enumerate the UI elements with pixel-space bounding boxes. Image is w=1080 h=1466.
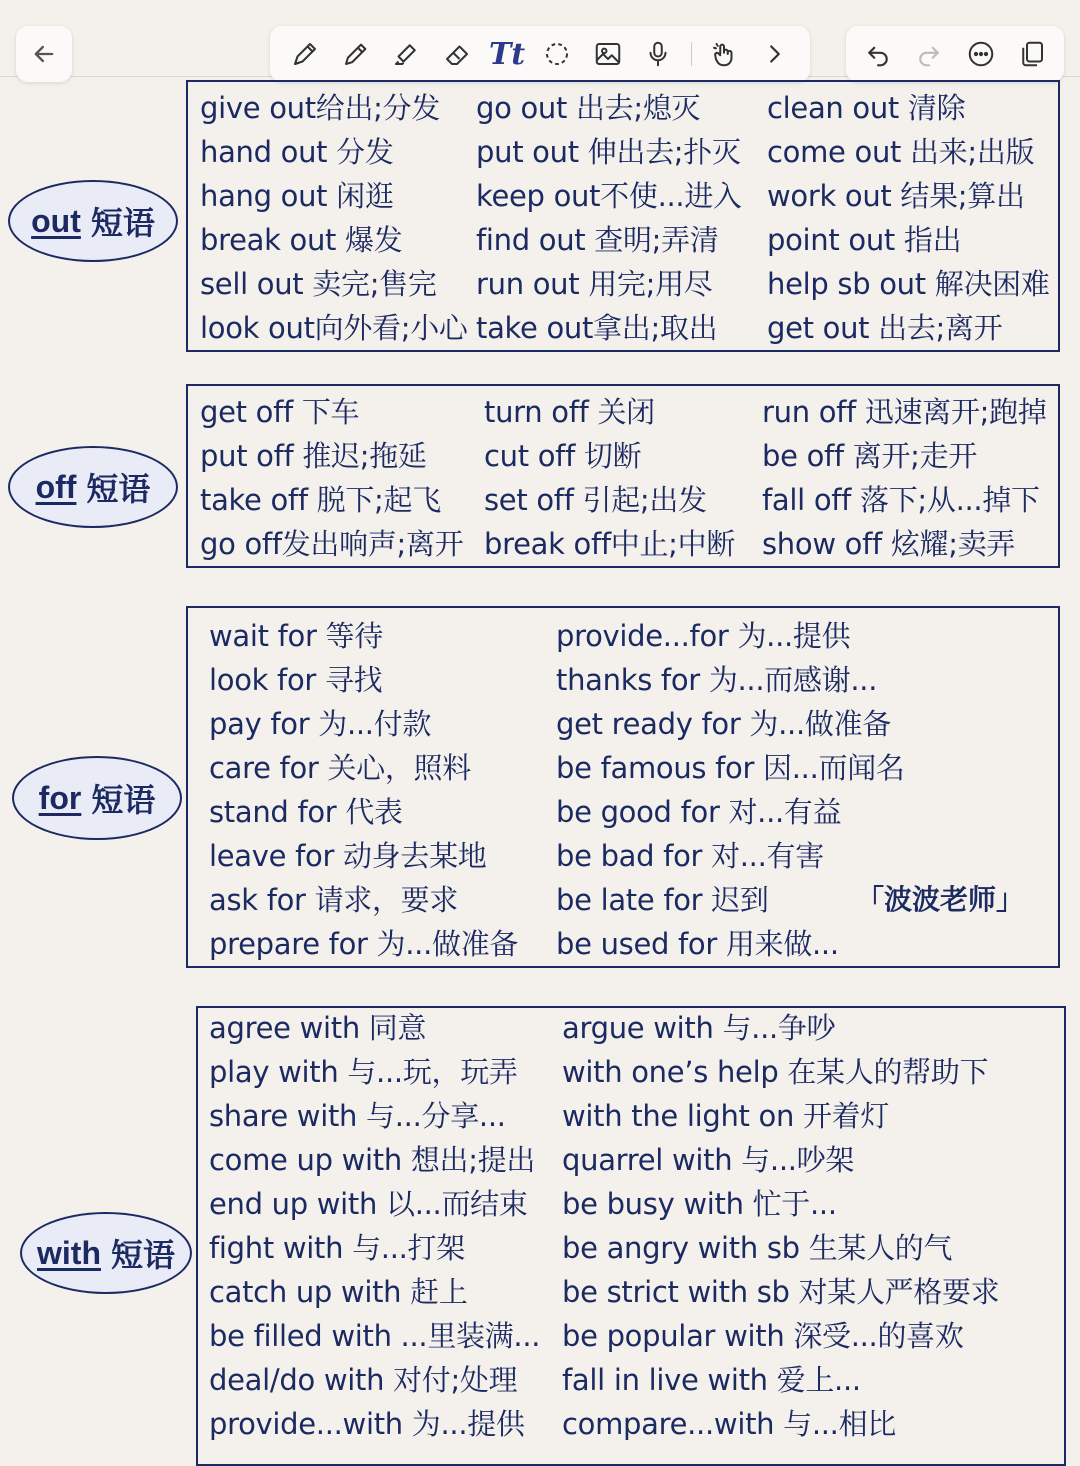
phrase-item: end up with 以...而结束 (209, 1187, 528, 1221)
phrase-item: be used for 用来做... (556, 927, 839, 961)
phrase-item: give out给出;分发 (200, 91, 441, 125)
phrase-item: be popular with 深受...的喜欢 (562, 1319, 964, 1353)
microphone-icon[interactable] (640, 36, 676, 72)
history-toolbar (846, 26, 1064, 82)
phrase-item: run out 用完;用尽 (476, 267, 713, 301)
phrase-item: be strict with sb 对某人严格要求 (562, 1275, 1000, 1309)
more-icon[interactable] (963, 36, 999, 72)
phrase-item: catch up with 赶上 (209, 1275, 468, 1309)
group-suffix: 短语 (90, 204, 155, 242)
phrase-item: come out 出来;出版 (767, 135, 1035, 169)
phrase-item: get off 下车 (200, 395, 360, 429)
phrase-item: be famous for 因...而闻名 (556, 751, 905, 785)
eraser-icon[interactable] (439, 36, 475, 72)
phrase-item: hang out 闲逛 (200, 179, 394, 213)
touch-icon[interactable] (706, 36, 742, 72)
phrase-item: get out 出去;离开 (767, 311, 1003, 345)
group-keyword: out (31, 202, 81, 239)
phrase-item: work out 结果;算出 (767, 179, 1025, 213)
phrase-item: fall in live with 爱上... (562, 1363, 861, 1397)
pen-icon[interactable] (287, 36, 323, 72)
phrase-item: take out拿出;取出 (476, 311, 718, 345)
drawing-toolbar (270, 26, 810, 82)
phrase-item: agree with 同意 (209, 1011, 427, 1045)
phrase-item: provide...with 为...提供 (209, 1407, 525, 1441)
toolbar-separator (691, 42, 692, 66)
phrase-item: put out 伸出去;扑灭 (476, 135, 741, 169)
phrase-item: share with 与...分享... (209, 1099, 506, 1133)
phrase-item: go off发出响声;离开 (200, 527, 464, 561)
phrase-item: break out 爆发 (200, 223, 403, 257)
image-icon[interactable] (590, 36, 626, 72)
pencil-icon[interactable] (338, 36, 374, 72)
phrase-item: look out向外看;小心 (200, 311, 468, 345)
phrase-item: keep out不使...进入 (476, 179, 742, 213)
phrase-item: stand for 代表 (209, 795, 403, 829)
back-button[interactable] (16, 26, 72, 82)
phrase-item: help sb out 解决困难 (767, 267, 1050, 301)
phrase-item: cut off 切断 (484, 439, 642, 473)
phrase-item: be good for 对...有益 (556, 795, 842, 829)
phrase-item: fight with 与...打架 (209, 1231, 465, 1265)
phrase-item: be off 离开;走开 (762, 439, 978, 473)
phrase-item: be late for 迟到 (556, 883, 769, 917)
phrase-item: be busy with 忙于... (562, 1187, 837, 1221)
phrase-item: prepare for 为...做准备 (209, 927, 519, 961)
phrase-item: find out 查明;弄清 (476, 223, 719, 257)
phrase-item: be filled with ...里装满... (209, 1319, 541, 1353)
phrase-item: deal/do with 对付;处理 (209, 1363, 518, 1397)
text-tool-glyph: Tt (488, 36, 526, 72)
pages-icon[interactable] (1014, 36, 1050, 72)
group-label-for (12, 756, 182, 840)
phrase-item: go out 出去;熄灭 (476, 91, 701, 125)
phrase-item: get ready for 为...做准备 (556, 707, 891, 741)
phrase-item: turn off 关闭 (484, 395, 655, 429)
phrase-item: ask for 请求，要求 (209, 883, 459, 917)
phrase-item: be angry with sb 生某人的气 (562, 1231, 953, 1265)
group-suffix: 短语 (86, 470, 151, 508)
group-label-out (8, 180, 178, 262)
phrase-item: care for 关心，照料 (209, 751, 471, 785)
phrase-item: hand out 分发 (200, 135, 394, 169)
redo-icon[interactable] (911, 36, 947, 72)
phrase-item: argue with 与...争吵 (562, 1011, 836, 1045)
phrase-item: wait for 等待 (209, 619, 383, 653)
group-keyword: off (35, 468, 77, 505)
phrase-item: come up with 想出;提出 (209, 1143, 536, 1177)
phrase-item: be bad for 对...有害 (556, 839, 824, 873)
phrase-item: pay for 为...付款 (209, 707, 432, 741)
phrase-item: play with 与...玩，玩弄 (209, 1055, 518, 1089)
phrase-item: put off 推迟;拖延 (200, 439, 427, 473)
phrase-item: quarrel with 与...吵架 (562, 1143, 855, 1177)
phrase-item: fall off 落下;从...掉下 (762, 483, 1040, 517)
phrase-item: leave for 动身去某地 (209, 839, 487, 873)
phrase-item: take off 脱下;起飞 (200, 483, 441, 517)
phrase-item: look for 寻找 (209, 663, 383, 697)
group-suffix: 短语 (110, 1236, 175, 1274)
lasso-icon[interactable] (539, 36, 575, 72)
phrase-item: thanks for 为...而感谢... (556, 663, 878, 697)
group-suffix: 短语 (91, 781, 156, 819)
phrase-item: compare...with 与...相比 (562, 1407, 896, 1441)
phrase-item: provide...for 为...提供 (556, 619, 851, 653)
phrase-item: point out 指出 (767, 223, 962, 257)
undo-icon[interactable] (860, 36, 896, 72)
phrase-item: clean out 清除 (767, 91, 966, 125)
phrase-item: sell out 卖完;售完 (200, 267, 437, 301)
group-keyword: with (37, 1234, 101, 1271)
phrase-item: with the light on 开着灯 (562, 1099, 890, 1133)
text-tool-icon[interactable] (489, 36, 525, 72)
group-label-off (8, 446, 178, 528)
arrow-left-icon (30, 40, 58, 68)
highlighter-icon[interactable] (388, 36, 424, 72)
group-keyword: for (38, 779, 82, 816)
phrase-item: set off 引起;出发 (484, 483, 707, 517)
phrase-item: run off 迅速离开;跑掉 (762, 395, 1047, 429)
phrase-item: show off 炫耀;卖弄 (762, 527, 1016, 561)
phrase-item: with one’s help 在某人的帮助下 (562, 1055, 989, 1089)
phrase-item: break off中止;中断 (484, 527, 736, 561)
author-tag: 「波波老师」 (856, 883, 1025, 916)
chevron-right-icon[interactable] (757, 36, 793, 72)
group-label-with (20, 1212, 192, 1294)
